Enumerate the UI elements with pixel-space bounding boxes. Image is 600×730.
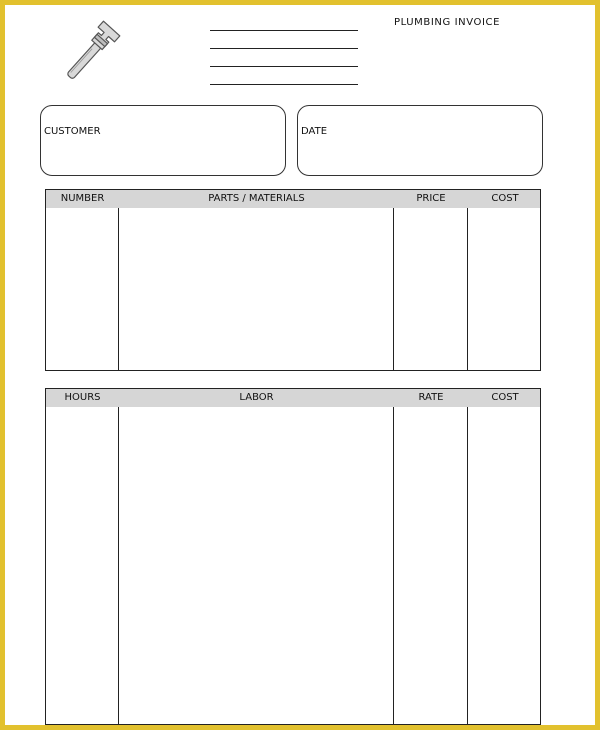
column-divider — [118, 208, 119, 370]
header-labor: LABOR — [239, 392, 274, 403]
header-cost: COST — [491, 392, 519, 403]
header-number: NUMBER — [60, 193, 105, 204]
customer-box[interactable] — [40, 105, 286, 176]
address-line-1 — [210, 30, 358, 31]
parts-table-header — [46, 190, 540, 208]
labor-table-header — [46, 389, 540, 407]
address-line-2 — [210, 48, 358, 49]
column-divider — [393, 407, 394, 724]
address-line-3 — [210, 66, 358, 67]
column-divider — [393, 208, 394, 370]
parts-table — [45, 189, 541, 371]
date-box[interactable] — [297, 105, 543, 176]
labor-table — [45, 388, 541, 725]
customer-label: CUSTOMER — [44, 126, 101, 137]
address-line-4 — [210, 84, 358, 85]
column-divider — [467, 407, 468, 724]
column-divider — [467, 208, 468, 370]
header-price: PRICE — [416, 193, 446, 204]
column-divider — [118, 407, 119, 724]
date-label: DATE — [301, 126, 328, 137]
header-rate: RATE — [418, 392, 444, 403]
invoice-title: PLUMBING INVOICE — [393, 17, 501, 28]
header-cost: COST — [491, 193, 519, 204]
pipe-wrench-icon — [53, 15, 129, 91]
header-hours: HOURS — [64, 392, 101, 403]
header-parts-materials: PARTS / MATERIALS — [208, 193, 305, 204]
